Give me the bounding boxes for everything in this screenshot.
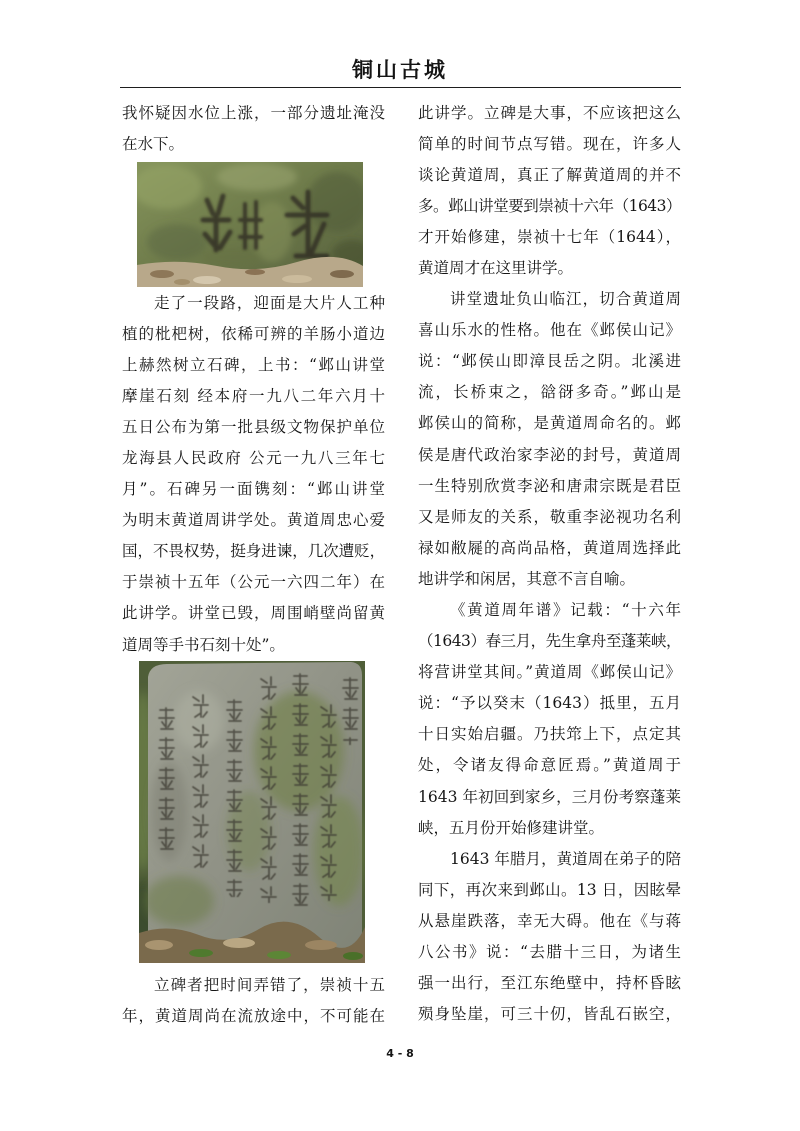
left-paragraph-2	[122, 288, 385, 661]
text-line: 植的枇杷树，依稀可辨的羊肠小道边	[122, 324, 385, 343]
text-line: 五日公布为第一批县级文物保护单位	[122, 417, 385, 436]
text-line: 地讲学和闲居，其意不言自喻。	[418, 569, 636, 588]
left-paragraph-1	[122, 98, 385, 160]
text-line: 说：“邺侯山即漳艮岳之阴。北溪进	[418, 352, 681, 371]
text-line: 十日实始启疆。乃扶筇上下，点定其	[418, 725, 681, 744]
text-line: 说：“予以癸末（1643）抵里，五月	[418, 694, 681, 713]
text-line: 于崇祯十五年（公元一六四二年）在	[122, 573, 385, 592]
text-line: 摩崖石刻 经本府一九八二年六月十	[122, 386, 385, 405]
text-line: 又是师友的关系，敬重李泌视功名利	[418, 507, 681, 526]
text-line: 年，黄道周尚在流放途中，不可能在	[122, 1006, 385, 1025]
text-line: 在水下。	[122, 134, 185, 153]
page-number: 4 - 8	[386, 1047, 414, 1060]
text-line: 简单的时间节点写错。现在，许多人	[418, 134, 681, 153]
running-header-title: 铜山古城	[352, 57, 448, 82]
left-paragraph-3	[122, 970, 385, 1032]
text-line: 喜山乐水的性格。他在《邺侯山记》	[418, 321, 681, 340]
text-line: 上赫然树立石碑，上书：“邺山讲堂	[122, 355, 385, 374]
text-line: 谈论黄道周，真正了解黄道周的并不	[418, 165, 681, 184]
text-line: 讲堂遗址负山临江，切合黄道周	[450, 290, 681, 309]
text-line: 国，不畏权势，挺身进谏，几次遭贬，	[122, 542, 385, 561]
text-line: 多。邺山讲堂要到崇祯十六年（1643）	[418, 196, 681, 215]
text-line: 将营讲堂其间。”黄道周《邺侯山记》	[418, 663, 681, 682]
text-line: 立碑者把时间弄错了，崇祯十五	[154, 975, 385, 994]
text-line: 为明末黄道周讲学处。黄道周忠心爱	[122, 511, 385, 530]
header-rule	[120, 87, 681, 88]
text-line: 流，长桥束之，谽谺多奇。”邺山是	[418, 383, 681, 402]
text-line: 1643 年腊月，黄道周在弟子的陪	[450, 849, 681, 868]
text-line: 走了一段路，迎面是大片人工种	[154, 293, 385, 312]
text-line: 此讲学。讲堂已毁，周围峭壁尚留黄	[122, 604, 385, 623]
text-line: （1643）春三月，先生拿舟至蓬莱峡，	[418, 632, 681, 651]
text-line: 强一出行，至江东绝壁中，持杯昏眩	[418, 974, 681, 993]
text-line: 《黄道周年谱》记载：“十六年	[450, 601, 681, 619]
text-line: 禄如敝屣的高尚品格，黄道周选择此	[418, 538, 681, 557]
stele-photo	[139, 661, 365, 963]
text-line: 侯是唐代政治家李泌的封号，黄道周	[418, 445, 681, 464]
right-paragraph-3	[418, 595, 681, 844]
text-line: 一生特别欣赏李泌和唐肃宗既是君臣	[418, 476, 681, 495]
text-line: 处，令诸友得命意匠焉。”黄道周于	[418, 756, 681, 775]
rock-inscription-photo	[137, 162, 363, 287]
text-line: 月”。石碑另一面镌刻：“邺山讲堂	[122, 480, 385, 499]
right-paragraph-1	[418, 98, 681, 285]
text-line: 邺侯山的简称，是黄道周命名的。邺	[418, 414, 681, 433]
text-line: 黄道周才在这里讲学。	[418, 258, 574, 277]
text-line: 峡，五月份开始修建讲堂。	[418, 818, 605, 837]
text-line: 龙海县人民政府 公元一九八三年七	[122, 448, 385, 467]
text-line: 殒身坠崖，可三十仞，皆乱石嵌空，	[418, 1005, 681, 1024]
text-line: 1643 年初回到家乡，三月份考察蓬莱	[418, 787, 681, 806]
text-line: 才开始修建，崇祯十七年（1644），	[418, 227, 681, 246]
text-line: 从悬崖跌落，幸无大碍。他在《与蒋	[418, 911, 681, 930]
right-paragraph-4	[418, 844, 681, 1031]
text-line: 同下，再次来到邺山。13 日，因眩晕	[418, 880, 681, 899]
text-line: 此讲学。立碑是大事，不应该把这么	[418, 103, 681, 122]
text-line: 八公书》说：“去腊十三日，为诸生	[418, 943, 681, 962]
right-paragraph-2	[418, 284, 681, 595]
text-line: 我怀疑因水位上涨，一部分遗址淹没	[122, 103, 385, 122]
right-column	[418, 98, 681, 1031]
text-line: 道周等手书石刻十处”。	[122, 635, 285, 654]
